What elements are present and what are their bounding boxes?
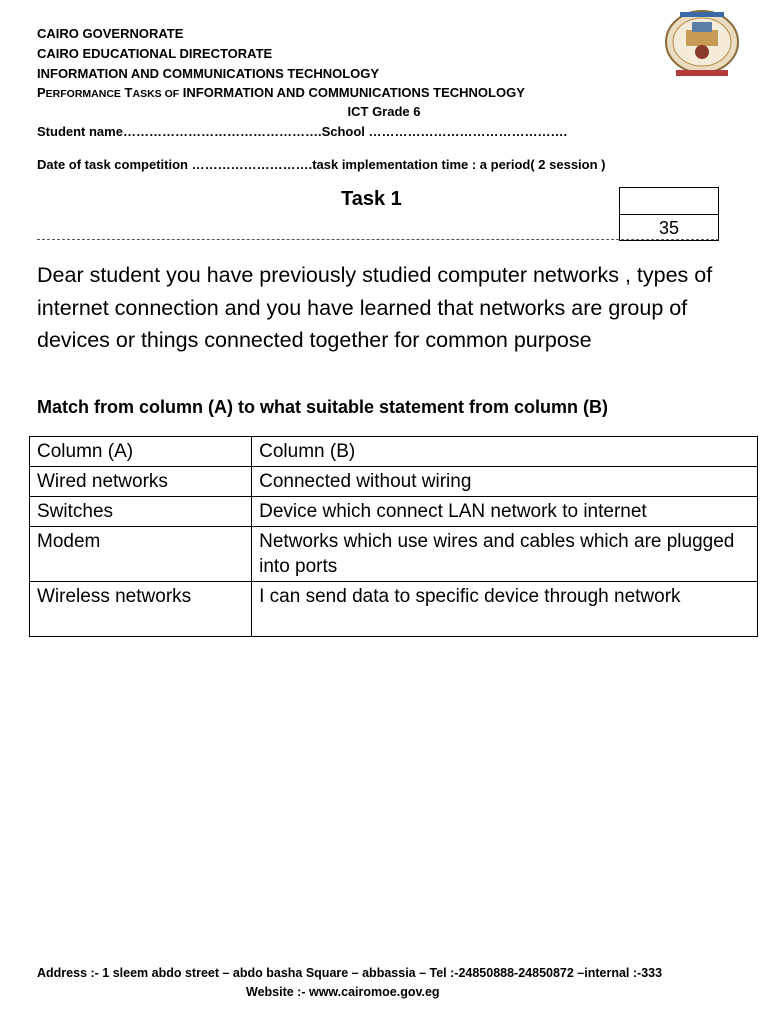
column-b-cell: I can send data to specific device through network — [252, 582, 758, 637]
score-total: 35 — [658, 218, 680, 238]
column-a-cell: Wireless networks — [30, 582, 252, 637]
column-b-cell: Device which connect LAN network to internet — [252, 497, 758, 527]
intro-paragraph: Dear student you have previously studied computer networks , types of internet connection and you have learned that networks are group of devices or things connected together for common purpose — [37, 263, 713, 352]
matching-table — [29, 436, 758, 637]
school-logo-icon — [662, 8, 742, 82]
header-governorate: CAIRO GOVERNORATE — [37, 26, 184, 41]
footer-address: Address :- 1 sleem abdo street – abdo basha Square – abbassia – Tel :-24850888-24850872 –internal :-333 — [37, 966, 663, 980]
table-row — [30, 467, 758, 497]
footer-website: Website :- www.cairomoe.gov.eg — [246, 985, 440, 999]
column-a-cell: Switches — [30, 497, 252, 527]
instruction-text: Match from column (A) to what suitable statement from column (B) — [37, 397, 609, 417]
student-school-line: Student name……………………………………….School ………………………………………. — [37, 124, 568, 139]
date-time-line: Date of task competition ……………………….task implementation time : a period( 2 session ) — [37, 157, 606, 172]
table-row — [30, 497, 758, 527]
header-department: INFORMATION AND COMMUNICATIONS TECHNOLOGY — [37, 66, 380, 81]
column-b-cell: Connected without wiring — [252, 467, 758, 497]
score-obtained-cell[interactable] — [620, 188, 718, 215]
table-row — [30, 582, 758, 637]
header-performance-tasks: PERFORMANCE TASKS OF INFORMATION AND COMMUNICATIONS TECHNOLOGY — [37, 85, 525, 100]
column-a-header: Column (A) — [30, 437, 252, 467]
column-b-cell: Networks which use wires and cables which are plugged into ports — [252, 527, 758, 582]
table-row — [30, 527, 758, 582]
column-a-cell: Modem — [30, 527, 252, 582]
column-b-header: Column (B) — [252, 437, 758, 467]
task-title: Task 1 — [341, 188, 402, 210]
header-directorate: CAIRO EDUCATIONAL DIRECTORATE — [37, 46, 273, 61]
score-box — [619, 187, 719, 241]
dashed-divider — [37, 239, 719, 240]
grade-label: ICT Grade 6 — [347, 104, 421, 119]
table-header-row — [30, 437, 758, 467]
column-a-cell: Wired networks — [30, 467, 252, 497]
